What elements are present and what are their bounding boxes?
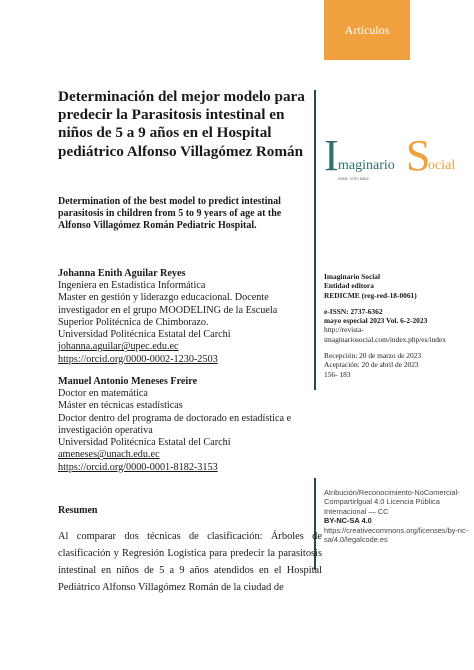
article-title: Determinación del mejor modelo para predecir la Parasitosis intestinal en niños de 5 a 9 años en el Hospital pediátrico Alfonso Villagómez Román (58, 88, 305, 160)
author-position: Master en gestión y liderazgo educacional. Docente investigador en el grupo MOODELING de la Escuela Superior Politécnica de Chimborazo. (58, 292, 278, 328)
author-affiliation: Universidad Politécnica Estatal del Carchi (58, 437, 231, 449)
author-email-link[interactable]: ameneses@unach.edu.ec (58, 449, 160, 461)
logo-word-1: maginario (338, 158, 395, 173)
vertical-rule-top (314, 90, 316, 390)
publication-info (324, 272, 470, 369)
section-badge: Artículos (324, 0, 410, 60)
author-block-2 (58, 376, 312, 474)
logo-issn: ISSN: 2737-6362 (338, 176, 369, 181)
accepted-date: Aceptación: 20 de abril de 2023 (324, 360, 419, 369)
author-name: Manuel Antonio Meneses Freire (58, 376, 198, 387)
author-email-link[interactable]: johanna.aguilar@upec.edu.ec (58, 341, 179, 353)
author-degree: Ingeniera en Estadística Informática (58, 280, 206, 292)
author-orcid-link[interactable]: https://orcid.org/0000-0001-8182-3153 (58, 461, 218, 473)
article-subtitle: Determination of the best model to predict intestinal parasitosis in children from 5 to 9 years of age at the Alfonso Villagómez Román Pediatric Hospital. (58, 196, 282, 231)
journal-logo (324, 131, 464, 184)
license-text: Atribución/Reconocimiento-NoComercial- Compartirlgual 4.0 Licencia Pública Internacional — CC (324, 488, 460, 516)
issue-info: mayo especial 2023 Vol. 6-2-2023 (324, 316, 428, 325)
abstract-text: Al comparar dos técnicas de clasificación: Árboles de clasificación y Regresión Logística para predecir la parasitosis intestinal en niños de 5 a 9 años atendidos en el Hospital Pediátrico Alfonso Villagómez Román de la ciudad de (58, 531, 322, 593)
license-url-link[interactable]: https://creativecommons.org/licenses/by-nc- sa/4.0/legalcode.es (324, 525, 469, 545)
author-name: Johanna Enith Aguilar Reyes (58, 268, 186, 279)
abstract-heading: Resumen (58, 505, 98, 516)
logo-initial-s: S (406, 131, 431, 180)
author-affiliation: Universidad Politécnica Estatal del Carchi (58, 329, 231, 341)
author-degree-2: Máster en técnicas estadísticas (58, 400, 183, 412)
author-orcid-link[interactable]: https://orcid.org/0000-0002-1230-2503 (58, 353, 218, 365)
author-position: Doctor dentro del programa de doctorado en estadística e investigación operativa (58, 412, 292, 436)
license-code: BY-NC-SA 4.0 (324, 516, 372, 526)
logo-initial-i: I (324, 131, 339, 180)
page-range: 156- 183 (324, 370, 351, 379)
logo-word-2: ocial (428, 158, 456, 173)
journal-url-link[interactable]: http://revista-imaginariosocial.com/index.php/es/index (324, 325, 446, 344)
journal-name: Imaginario Social (324, 272, 381, 281)
redicme-registration: REDICME (reg-red-18-0061) (324, 290, 417, 300)
license-block (324, 488, 472, 545)
received-date: Recepción: 20 de marzo de 2023 (324, 350, 422, 360)
publisher-label: Entidad editora (324, 281, 374, 291)
author-block-1 (58, 268, 312, 366)
author-degree: Doctor en matemática (58, 388, 148, 400)
eissn: e-ISSN: 2737-6362 (324, 306, 383, 316)
